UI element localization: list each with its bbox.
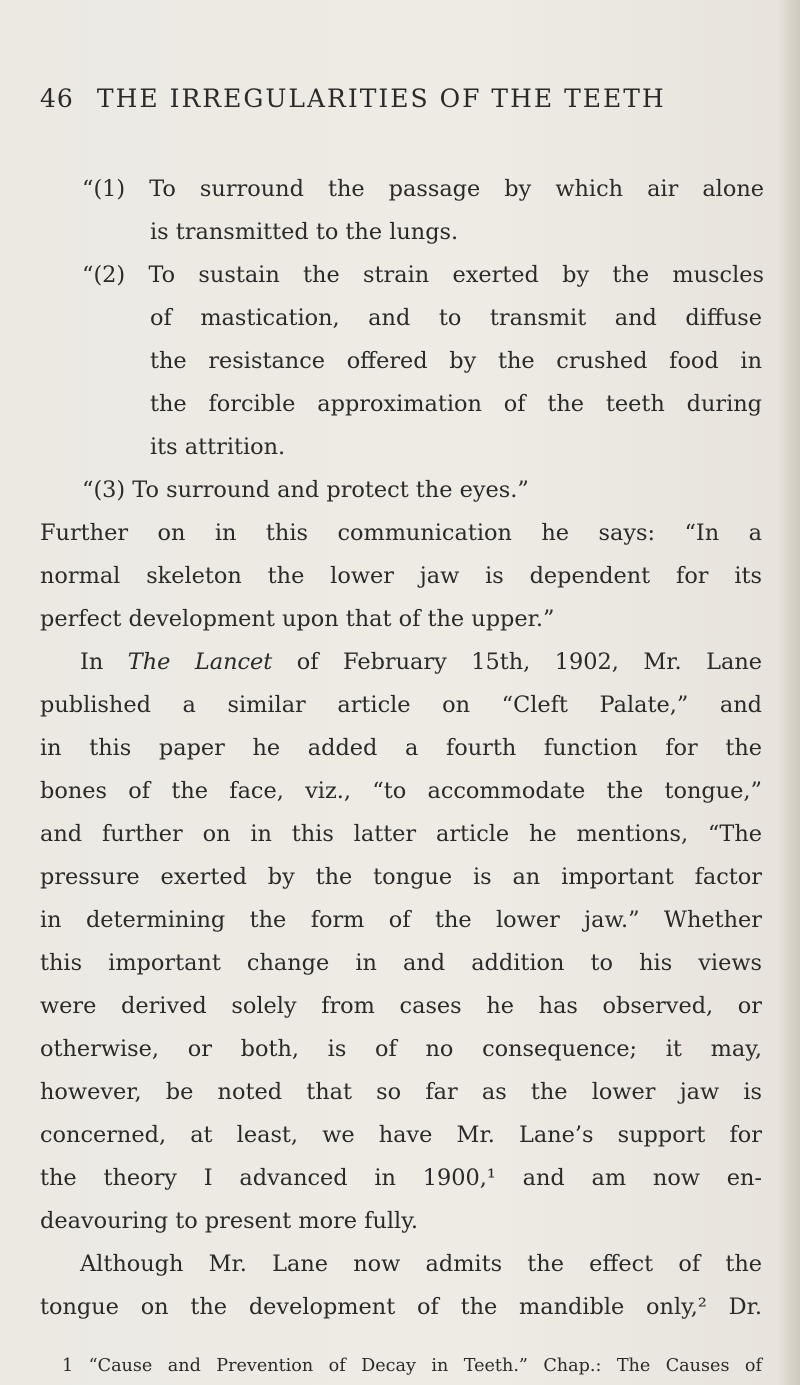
- body-line: its attrition.: [150, 434, 286, 460]
- body-line: of mastication, and to transmit and diffuse: [150, 305, 762, 331]
- body-line: were derived solely from cases he has observed, or: [40, 993, 762, 1019]
- footnote-line: 1 “Cause and Prevention of Decay in Teeth.” Chap.: The Causes of: [62, 1356, 762, 1376]
- body-line: however, be noted that so far as the lower jaw is: [40, 1079, 762, 1105]
- lancet-post: of February 15th, 1902, Mr. Lane: [272, 649, 763, 675]
- lancet-title: The Lancet: [127, 649, 273, 675]
- body-line: tongue on the development of the mandible only,² Dr.: [40, 1294, 762, 1320]
- body-line: in determining the form of the lower jaw.” Whether: [40, 907, 762, 933]
- body-line: otherwise, or both, is of no consequence; it may,: [40, 1036, 762, 1062]
- body-line: the forcible approximation of the teeth during: [150, 391, 762, 417]
- body-line: perfect development upon that of the upper.”: [40, 606, 555, 632]
- body-line: Further on in this communication he says: “In a: [40, 520, 762, 546]
- body-line: the resistance offered by the crushed food in: [150, 348, 762, 374]
- body-line: the theory I advanced in 1900,¹ and am now en-: [40, 1165, 762, 1191]
- body-line: deavouring to present more fully.: [40, 1208, 418, 1234]
- body-line: published a similar article on “Cleft Palate,” and: [40, 692, 762, 718]
- running-title: THE IRREGULARITIES OF THE TEETH: [96, 84, 666, 113]
- page-number: 46: [40, 84, 74, 113]
- body-line: pressure exerted by the tongue is an important factor: [40, 864, 762, 890]
- body-line: is transmitted to the lungs.: [150, 219, 459, 245]
- body-line: concerned, at least, we have Mr. Lane’s support for: [40, 1122, 762, 1148]
- body-line: and further on in this latter article he mentions, “The: [40, 821, 762, 847]
- running-header: [40, 84, 760, 120]
- body-line: bones of the face, viz., “to accommodate the tongue,”: [40, 778, 762, 804]
- lancet-pre: In: [80, 649, 128, 675]
- page-edge-shadow: [778, 0, 800, 1385]
- body-line-lancet: [80, 648, 762, 678]
- body-line: Although Mr. Lane now admits the effect of the: [80, 1251, 762, 1277]
- body-line: “(3) To surround and protect the eyes.”: [82, 477, 529, 503]
- body-line: normal skeleton the lower jaw is dependent for its: [40, 563, 762, 589]
- body-line: “(1) To surround the passage by which air alone: [82, 176, 764, 202]
- body-line: “(2) To sustain the strain exerted by the muscles: [82, 262, 764, 288]
- body-line: this important change in and addition to his views: [40, 950, 762, 976]
- body-line: in this paper he added a fourth function for the: [40, 735, 762, 761]
